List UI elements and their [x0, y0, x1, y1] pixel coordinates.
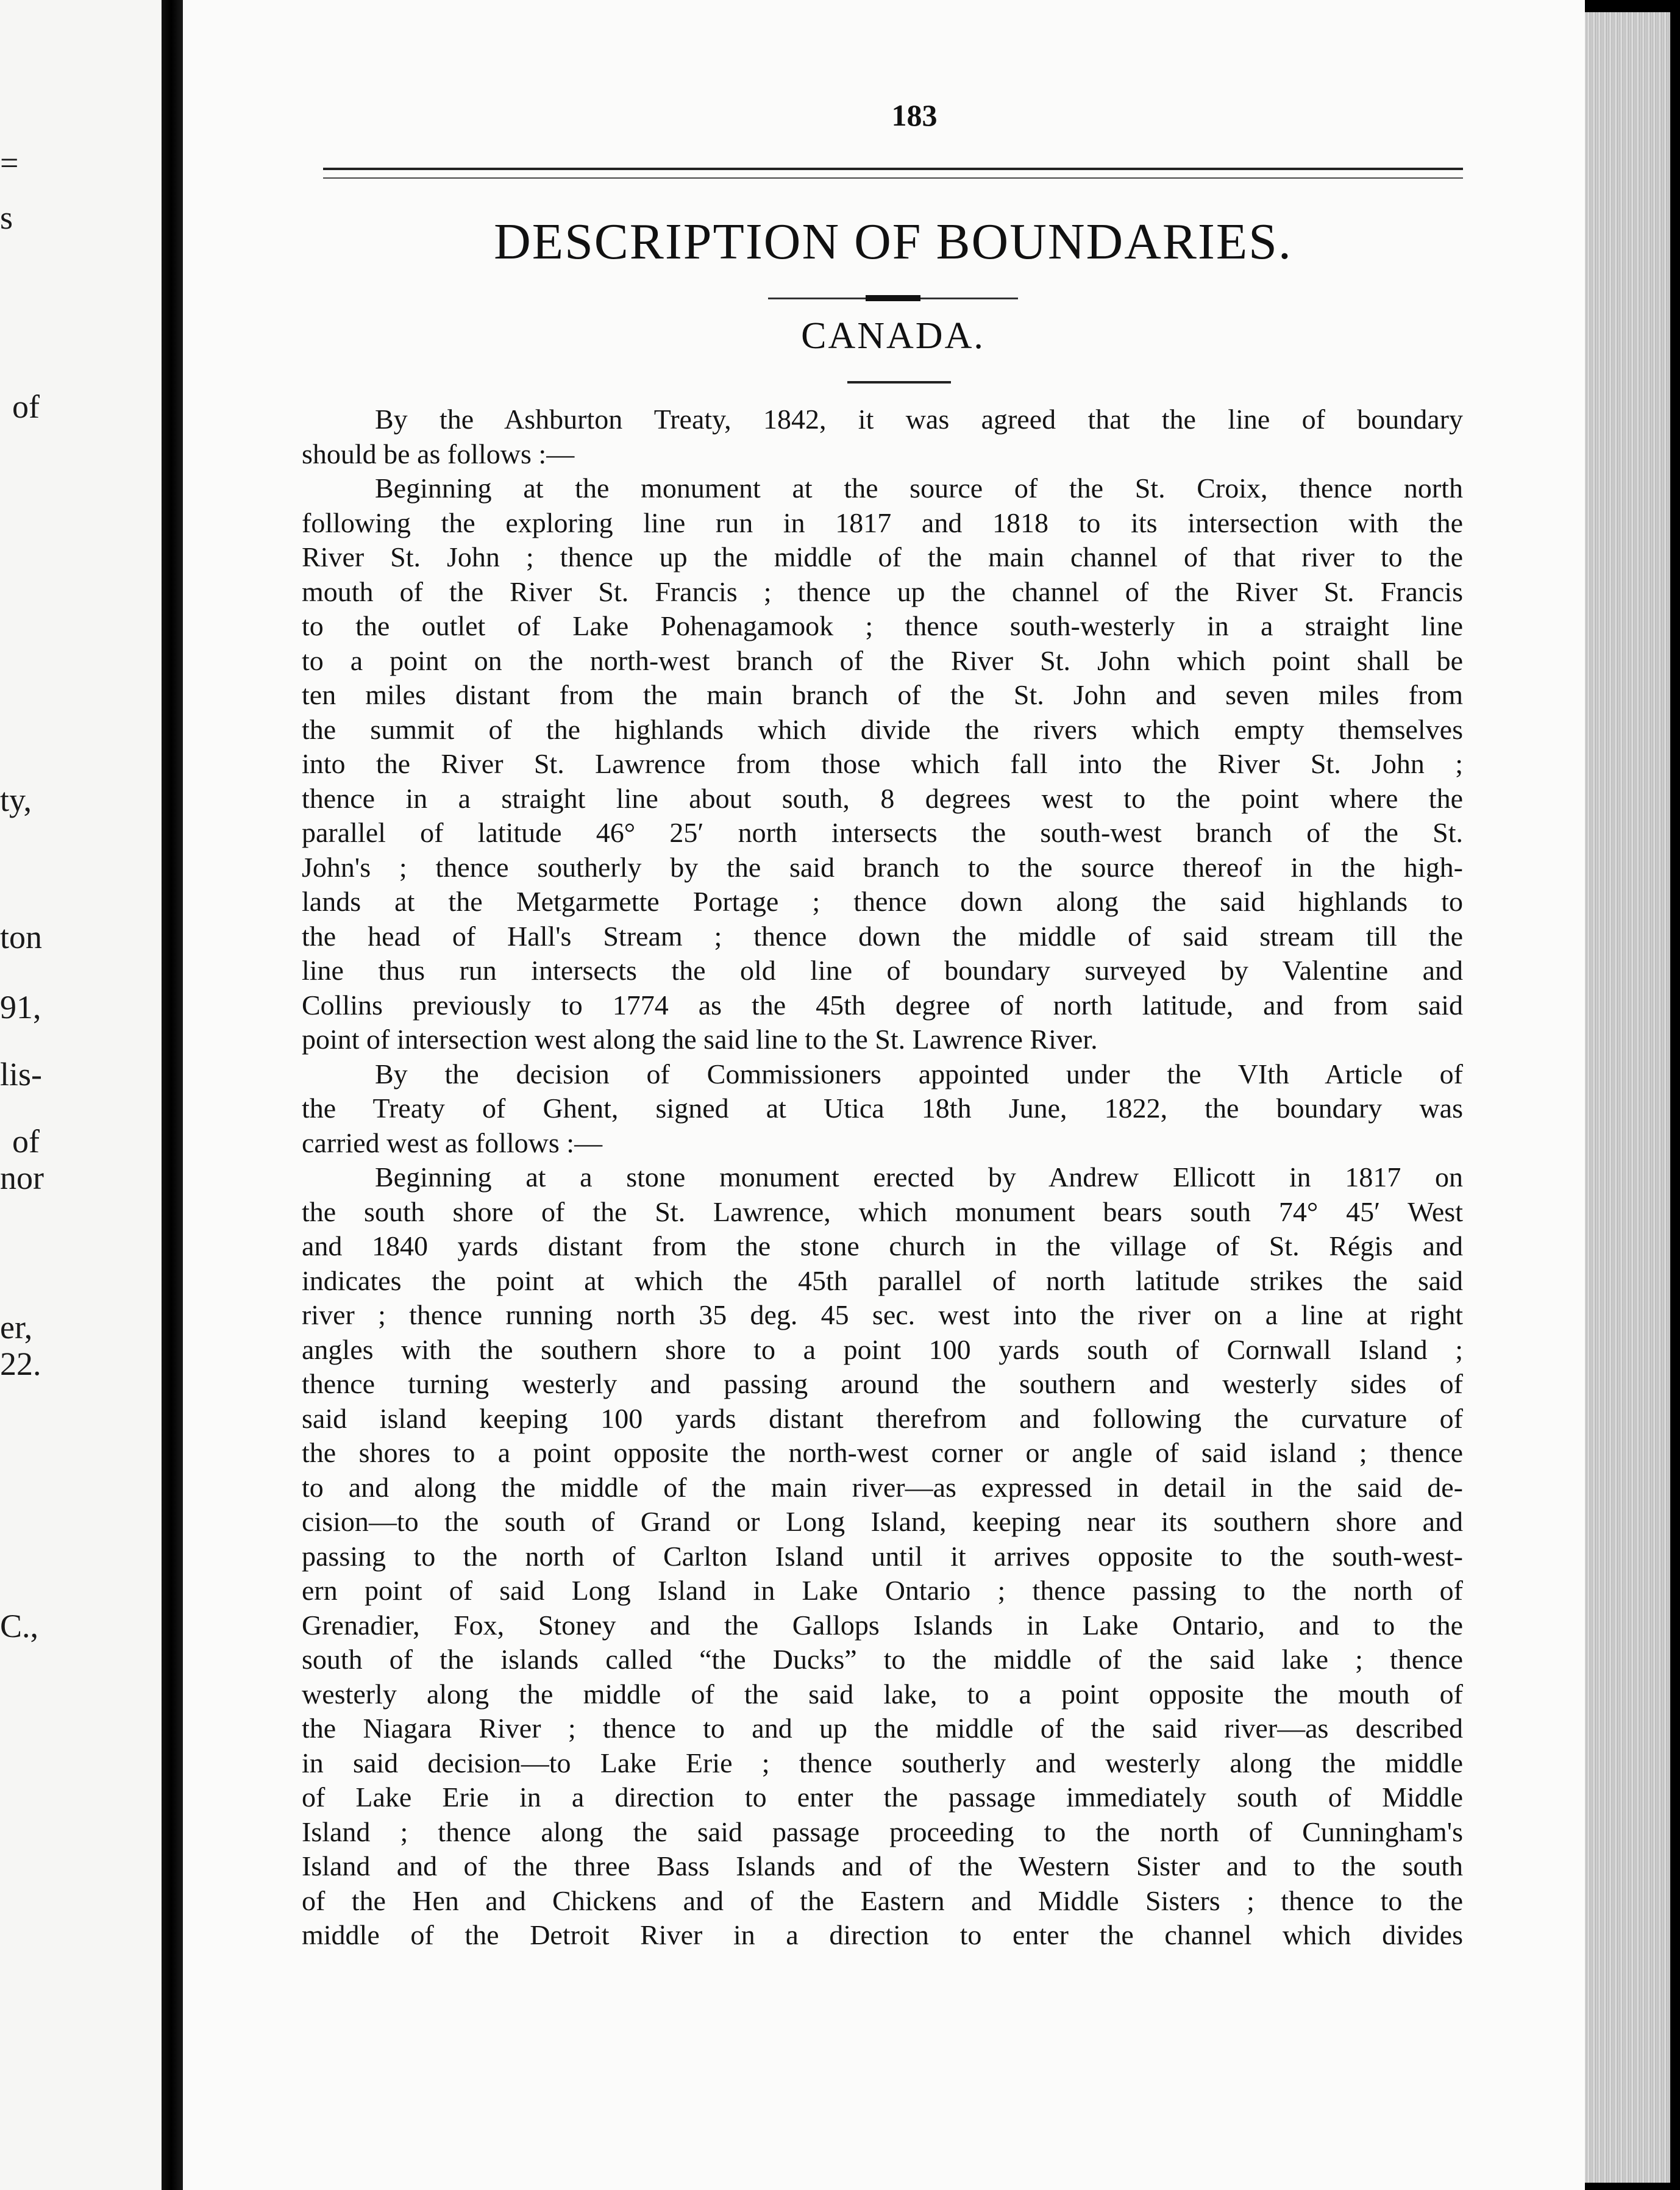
text-line: By the Ashburton Treaty, 1842, it was agreed that the line of boundary: [375, 404, 1463, 435]
left-page-fragment: er,: [0, 1309, 33, 1346]
text-line: in said decision—to Lake Erie ; thence southerly and westerly along the middle: [302, 1747, 1463, 1778]
left-page-fragment: of: [12, 388, 40, 425]
text-line: point of intersection west along the said line to the St. Lawrence River.: [302, 1024, 1098, 1055]
ornament-center: [866, 295, 920, 301]
text-line: Island ; thence along the said passage proceeding to the north of Cunningham's: [302, 1816, 1463, 1847]
text-line: to the outlet of Lake Pohenagamook ; thence south-westerly in a straight line: [302, 610, 1463, 641]
text-line: thence in a straight line about south, 8 degrees west to the point where the: [302, 782, 1463, 814]
text-line: said island keeping 100 yards distant therefrom and following the curvature of: [302, 1402, 1463, 1434]
text-line: ern point of said Long Island in Lake Ontario ; thence passing to the north of: [302, 1575, 1463, 1606]
text-line: Collins previously to 1774 as the 45th degree of north latitude, and from said: [302, 989, 1463, 1021]
left-page-fragment: lis-: [0, 1056, 43, 1093]
text-line: angles with the southern shore to a point 100 yards south of Cornwall Island ;: [302, 1333, 1463, 1365]
text-line: lands at the Metgarmette Portage ; thence down along the said highlands to: [302, 886, 1463, 917]
text-line: indicates the point at which the 45th parallel of north latitude strikes the said: [302, 1264, 1463, 1296]
left-page-fragment: 22.: [0, 1346, 41, 1382]
left-facing-page: [0, 0, 162, 2190]
text-line: mouth of the River St. Francis ; thence up the channel of the River St. Francis: [302, 576, 1463, 607]
section-title: CANADA.: [801, 315, 985, 357]
text-line: the summit of the highlands which divide the rivers which empty themselves: [302, 713, 1463, 745]
text-line: and 1840 yards distant from the stone church in the village of St. Régis and: [302, 1230, 1463, 1261]
text-line: carried west as follows :—: [302, 1127, 603, 1158]
scan-border: [1670, 0, 1680, 2190]
left-page-fragment: nor: [0, 1160, 44, 1196]
text-line: thence turning westerly and passing around the southern and westerly sides of: [302, 1368, 1463, 1399]
text-line: the shores to a point opposite the north-west corner or angle of said island ; thence: [302, 1437, 1463, 1468]
section-rule: [847, 381, 951, 383]
left-page-fragment: ton: [0, 919, 43, 955]
page-number: 183: [891, 98, 938, 132]
text-line: the Niagara River ; thence to and up the middle of the said river—as described: [302, 1713, 1463, 1744]
text-line: into the River St. Lawrence from those which fall into the River St. John ;: [302, 748, 1463, 779]
text-line: to a point on the north-west branch of the River St. John which point shall be: [302, 644, 1463, 676]
text-line: line thus run intersects the old line of boundary surveyed by Valentine and: [302, 955, 1463, 986]
page-edge-stack: [1585, 12, 1670, 2183]
left-page-fragment: of: [12, 1123, 40, 1160]
text-line: John's ; thence southerly by the said branch to the source thereof in the high-: [302, 851, 1463, 883]
text-line: the south shore of the St. Lawrence, which monument bears south 74° 45′ West: [302, 1196, 1463, 1227]
text-line: River St. John ; thence up the middle of the main channel of that river to the: [302, 541, 1463, 572]
text-line: parallel of latitude 46° 25′ north intersects the south-west branch of the St.: [302, 817, 1463, 848]
body-text: [302, 402, 1463, 1953]
left-page-fragment: 91,: [0, 989, 41, 1025]
text-line: Beginning at a stone monument erected by Andrew Ellicott in 1817 on: [375, 1161, 1463, 1193]
text-line: to and along the middle of the main river—as expressed in detail in the said de-: [302, 1471, 1463, 1503]
text-line: of Lake Erie in a direction to enter the passage immediately south of Middle: [302, 1782, 1463, 1813]
text-line: of the Hen and Chickens and of the Eastern and Middle Sisters ; thence to the: [302, 1885, 1463, 1916]
left-page-fragment: ty,: [0, 782, 32, 818]
page-title: DESCRIPTION OF BOUNDARIES.: [494, 213, 1292, 270]
text-line: Beginning at the monument at the source of the St. Croix, thence north: [375, 473, 1463, 504]
text-line: the Treaty of Ghent, signed at Utica 18th June, 1822, the boundary was: [302, 1093, 1463, 1124]
left-page-fragment: =: [0, 144, 19, 181]
text-line: westerly along the middle of the said lake, to a point opposite the mouth of: [302, 1678, 1463, 1710]
book-gutter: [162, 0, 186, 2190]
text-line: south of the islands called “the Ducks” to the middle of the said lake ; thence: [302, 1644, 1463, 1675]
text-line: middle of the Detroit River in a direction to enter the channel which divides: [302, 1919, 1463, 1950]
text-line: passing to the north of Carlton Island until it arrives opposite to the south-west-: [302, 1540, 1463, 1572]
main-page: [183, 0, 1585, 2190]
text-line: cision—to the south of Grand or Long Island, keeping near its southern shore and: [302, 1506, 1463, 1537]
text-line: should be as follows :—: [302, 438, 575, 469]
text-line: Island and of the three Bass Islands and of the Western Sister and to the south: [302, 1850, 1463, 1881]
text-line: river ; thence running north 35 deg. 45 sec. west into the river on a line at right: [302, 1299, 1463, 1330]
left-page-fragment: C.,: [0, 1608, 39, 1644]
text-line: By the decision of Commissioners appointed under the VIth Article of: [375, 1058, 1463, 1090]
text-line: ten miles distant from the main branch of the St. John and seven miles from: [302, 679, 1463, 710]
text-line: the head of Hall's Stream ; thence down the middle of said stream till the: [302, 920, 1463, 952]
header-rule: [323, 168, 1463, 179]
left-page-fragment: s: [0, 199, 13, 236]
text-line: Grenadier, Fox, Stoney and the Gallops Islands in Lake Ontario, and to the: [302, 1609, 1463, 1641]
text-line: following the exploring line run in 1817 and 1818 to its intersection with the: [302, 507, 1463, 538]
